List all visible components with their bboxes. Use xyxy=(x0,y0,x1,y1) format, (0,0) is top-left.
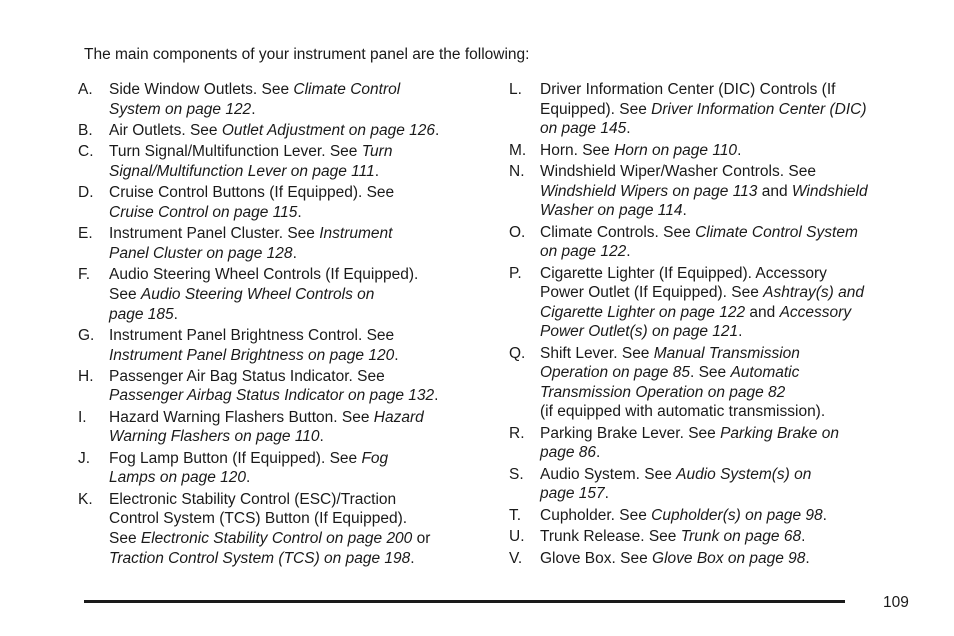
item-text: Parking Brake Lever. See Parking Brake on page 86. xyxy=(540,424,839,462)
list-item xyxy=(509,465,929,504)
item-letter: L. xyxy=(509,81,522,98)
item-text: Audio System. See Audio System(s) on page 157. xyxy=(540,465,812,503)
item-letter: P. xyxy=(509,264,522,282)
item-letter: M. xyxy=(509,141,527,159)
list-item xyxy=(509,141,929,161)
page-reference: Fog xyxy=(361,449,389,467)
item-letter: Q. xyxy=(509,344,526,362)
list-item xyxy=(78,490,498,568)
item-text: Air Outlets. See Outlet Adjustment on page 126. xyxy=(109,121,440,139)
list-item xyxy=(78,121,498,141)
list-item xyxy=(509,527,929,547)
list-item xyxy=(509,344,929,422)
item-text: Side Window Outlets. See Climate Control System on page 122. xyxy=(109,81,401,118)
item-letter: B. xyxy=(78,121,93,139)
page-reference: Windshield xyxy=(791,182,868,200)
page-reference: Outlet Adjustment on page 126 xyxy=(221,121,435,139)
list-item xyxy=(509,424,929,463)
page-reference: Climate Control xyxy=(293,81,401,98)
page-reference: Turn xyxy=(361,143,393,161)
page-reference: page 185 xyxy=(109,305,174,323)
page-reference: Signal/Multifunction Lever on page 111 xyxy=(109,162,375,180)
item-text: Shift Lever. See Manual Transmission Operation on page 85. See Automatic Transmission Operation on page 82 (if equipped with automatic transmission). xyxy=(540,344,826,421)
item-text: Fog Lamp Button (If Equipped). See Fog Lamps on page 120. xyxy=(109,449,389,487)
page-reference: Trunk on page 68 xyxy=(680,528,802,546)
item-text: Instrument Panel Brightness Control. See Instrument Panel Brightness on page 120. xyxy=(109,326,399,364)
page-reference: Passenger Airbag Status Indicator on page 132 xyxy=(109,387,435,405)
item-letter: U. xyxy=(509,528,525,546)
page-reference: Driver Information Center (DIC) xyxy=(651,100,867,118)
list-item xyxy=(78,449,498,488)
item-letter: R. xyxy=(509,424,525,442)
page-reference: Audio System(s) on xyxy=(676,465,812,483)
page-reference: Cruise Control on page 115 xyxy=(109,203,298,221)
item-letter: T. xyxy=(509,506,522,524)
item-text: Audio Steering Wheel Controls (If Equipped). See Audio Steering Wheel Controls on page 185. xyxy=(109,266,419,323)
list-item xyxy=(509,80,929,139)
list-item xyxy=(509,162,929,221)
item-text: Passenger Air Bag Status Indicator. See Passenger Airbag Status Indicator on page 132. xyxy=(109,367,439,405)
left-column xyxy=(78,80,498,570)
item-letter: D. xyxy=(78,184,94,202)
page-reference: Horn on page 110 xyxy=(614,141,738,159)
page-reference: Glove Box on page 98 xyxy=(652,549,806,567)
list-item xyxy=(78,265,498,324)
item-letter: E. xyxy=(78,225,93,243)
page-reference: Manual Transmission xyxy=(653,344,800,362)
item-text: Driver Information Center (DIC) Controls (If Equipped). See Driver Information Center (DIC) on page 145. xyxy=(540,81,867,138)
item-text: Cruise Control Buttons (If Equipped). See Cruise Control on page 115. xyxy=(109,184,395,221)
page-reference: Washer on page 114 xyxy=(540,202,683,220)
list-item xyxy=(78,326,498,365)
list-item xyxy=(509,506,929,526)
item-text: Turn Signal/Multifunction Lever. See Turn Signal/Multifunction Lever on page 111. xyxy=(109,143,393,180)
item-letter: S. xyxy=(509,465,524,483)
item-letter: A. xyxy=(78,81,93,98)
page-reference: Parking Brake on xyxy=(720,424,839,442)
page-reference: Warning Flashers on page 110 xyxy=(109,428,320,446)
page-reference: Accessory xyxy=(779,303,852,321)
page-reference: Lamps on page 120 xyxy=(109,469,247,487)
item-letter: J. xyxy=(78,449,91,467)
page-reference: Audio Steering Wheel Controls on xyxy=(140,285,375,303)
page-reference: Transmission Operation on page 82 xyxy=(540,383,786,401)
page-reference: Instrument Panel Brightness on page 120 xyxy=(109,346,395,364)
page-reference: Ashtray(s) and xyxy=(763,284,864,302)
item-letter: C. xyxy=(78,143,94,161)
list-item xyxy=(78,408,498,447)
item-text: Glove Box. See Glove Box on page 98. xyxy=(540,549,810,567)
list-item xyxy=(78,183,498,222)
list-item xyxy=(509,264,929,342)
list-item xyxy=(78,80,498,119)
item-text: Trunk Release. See Trunk on page 68. xyxy=(540,528,806,546)
page-number: 109 xyxy=(883,594,909,611)
item-letter: F. xyxy=(78,266,91,284)
item-text: Horn. See Horn on page 110. xyxy=(540,141,742,159)
page-reference: on page 145 xyxy=(540,120,627,138)
item-letter: I. xyxy=(78,408,87,426)
item-letter: N. xyxy=(509,162,525,180)
list-item xyxy=(78,142,498,181)
page-reference: Hazard xyxy=(373,408,424,426)
right-column xyxy=(509,80,929,570)
item-text: Climate Controls. See Climate Control System on page 122. xyxy=(540,223,858,261)
page-reference: Instrument xyxy=(319,225,393,243)
item-text: Electronic Stability Control (ESC)/Traction Control System (TCS) Button (If Equipped). See Electronic Stability Control on page 200 or Traction Control System (TCS) on page 198. xyxy=(109,490,431,567)
page-reference: Windshield Wipers on page 113 xyxy=(540,182,758,200)
list-item xyxy=(509,549,929,569)
item-text: Cigarette Lighter (If Equipped). Accessory Power Outlet (If Equipped). See Ashtray(s) and Cigarette Lighter on page 122 and Accessory Power Outlet(s) on page 121. xyxy=(540,264,864,341)
item-text: Instrument Panel Cluster. See Instrument Panel Cluster on page 128. xyxy=(109,225,393,262)
page-reference: Panel Cluster on page 128 xyxy=(109,244,293,262)
page-reference: Operation on page 85 xyxy=(540,364,690,382)
page-reference: Traction Control System (TCS) on page 198 xyxy=(109,549,411,567)
item-letter: G. xyxy=(78,326,95,344)
footer-rule xyxy=(84,600,845,603)
page-reference: Electronic Stability Control on page 200 xyxy=(140,530,413,548)
item-letter: K. xyxy=(78,490,93,508)
page-reference: page 86 xyxy=(540,444,597,462)
page-reference: Automatic xyxy=(730,364,800,382)
intro-text: The main components of your instrument panel are the following: xyxy=(84,46,530,63)
page-reference: on page 122 xyxy=(540,243,627,261)
list-item xyxy=(509,223,929,262)
page-reference: Power Outlet(s) on page 121 xyxy=(540,323,739,341)
item-letter: H. xyxy=(78,367,94,385)
item-letter: O. xyxy=(509,223,526,241)
page-reference: Climate Control System xyxy=(695,223,858,241)
item-letter: V. xyxy=(509,549,523,567)
list-item xyxy=(78,224,498,263)
page-reference: page 157 xyxy=(540,485,605,503)
item-text: Windshield Wiper/Washer Controls. See Windshield Wipers on page 113 and Windshield Washer on page 114. xyxy=(540,162,868,220)
page-reference: Cigarette Lighter on page 122 xyxy=(540,303,746,321)
item-text: Hazard Warning Flashers Button. See Hazard Warning Flashers on page 110. xyxy=(109,408,424,446)
list-item xyxy=(78,367,498,406)
item-text: Cupholder. See Cupholder(s) on page 98. xyxy=(540,506,827,524)
page-reference: System on page 122 xyxy=(109,100,252,118)
page-reference: Cupholder(s) on page 98 xyxy=(651,506,823,524)
